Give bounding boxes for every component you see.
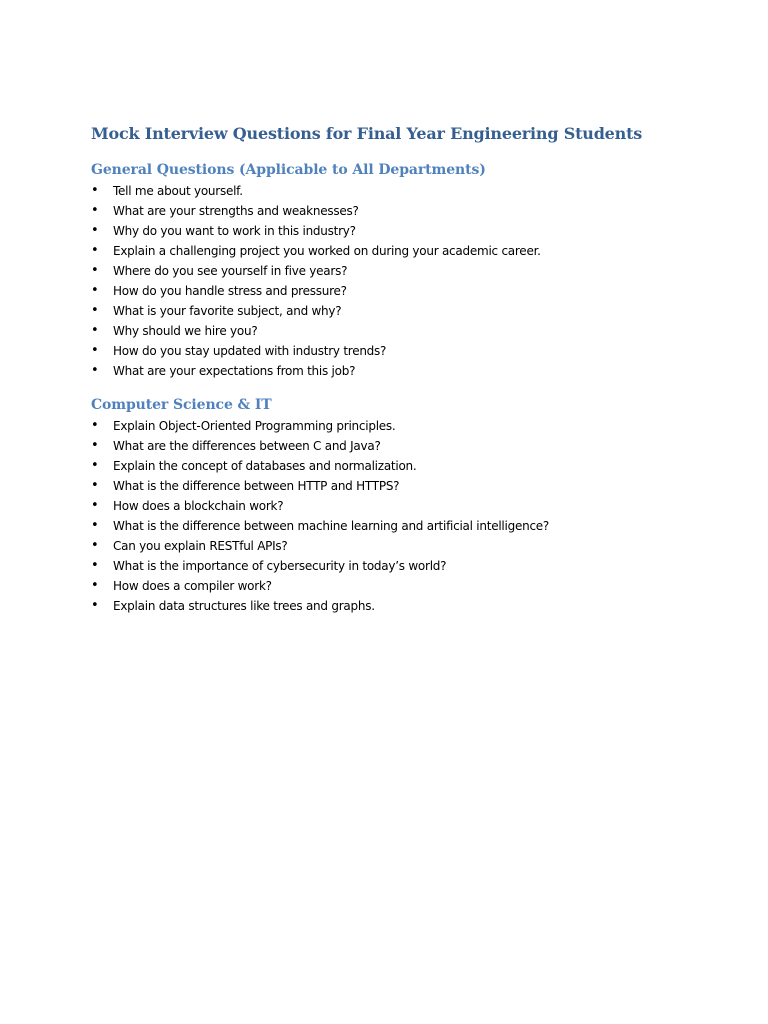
- question-list-computer-science-it: [91, 416, 711, 616]
- bullet-icon: •: [91, 578, 99, 593]
- question-text: Can you explain RESTful APIs?: [113, 539, 288, 553]
- bullet-icon: •: [91, 538, 99, 553]
- bullet-icon: •: [91, 243, 99, 258]
- bullet-icon: •: [91, 303, 99, 318]
- bullet-icon: •: [91, 363, 99, 378]
- question-text: Where do you see yourself in five years?: [113, 264, 348, 278]
- question-text: Explain a challenging project you worked on during your academic career.: [113, 244, 541, 258]
- list-item: [91, 476, 711, 496]
- list-item: [91, 576, 711, 596]
- bullet-icon: •: [91, 283, 99, 298]
- list-item: [91, 321, 711, 341]
- list-item: [91, 361, 711, 381]
- question-text: How does a blockchain work?: [113, 499, 284, 513]
- list-item: [91, 516, 711, 536]
- bullet-icon: •: [91, 323, 99, 338]
- list-item: [91, 556, 711, 576]
- list-item: [91, 201, 711, 221]
- question-text: Why should we hire you?: [113, 324, 258, 338]
- list-item: [91, 181, 711, 201]
- bullet-icon: •: [91, 203, 99, 218]
- list-item: [91, 416, 711, 436]
- page-title: Mock Interview Questions for Final Year Engineering Students: [91, 124, 643, 143]
- list-item: [91, 536, 711, 556]
- question-text: What are your strengths and weaknesses?: [113, 204, 359, 218]
- list-item: [91, 281, 711, 301]
- question-text: Explain Object-Oriented Programming principles.: [113, 419, 396, 433]
- bullet-icon: •: [91, 498, 99, 513]
- question-text: How do you handle stress and pressure?: [113, 284, 347, 298]
- question-text: What is the difference between machine learning and artificial intelligence?: [113, 519, 550, 533]
- list-item: [91, 341, 711, 361]
- bullet-icon: •: [91, 183, 99, 198]
- list-item: [91, 301, 711, 321]
- question-text: Explain data structures like trees and graphs.: [113, 599, 375, 613]
- bullet-icon: •: [91, 598, 99, 613]
- bullet-icon: •: [91, 418, 99, 433]
- document-content: [91, 122, 711, 616]
- question-text: Why do you want to work in this industry?: [113, 224, 356, 238]
- question-text: What is your favorite subject, and why?: [113, 304, 342, 318]
- bullet-icon: •: [91, 518, 99, 533]
- bullet-icon: •: [91, 478, 99, 493]
- bullet-icon: •: [91, 558, 99, 573]
- question-text: What are your expectations from this job?: [113, 364, 356, 378]
- list-item: [91, 496, 711, 516]
- bullet-icon: •: [91, 458, 99, 473]
- bullet-icon: •: [91, 438, 99, 453]
- list-item: [91, 221, 711, 241]
- list-item: [91, 261, 711, 281]
- question-text: Tell me about yourself.: [113, 184, 243, 198]
- question-list-general: [91, 181, 711, 381]
- question-text: What is the difference between HTTP and HTTPS?: [113, 479, 400, 493]
- section-heading-computer-science-it: Computer Science & IT: [91, 397, 272, 413]
- bullet-icon: •: [91, 343, 99, 358]
- list-item: [91, 241, 711, 261]
- question-text: What are the differences between C and Java?: [113, 439, 381, 453]
- list-item: [91, 436, 711, 456]
- question-text: How do you stay updated with industry trends?: [113, 344, 387, 358]
- question-text: Explain the concept of databases and normalization.: [113, 459, 417, 473]
- section-heading-general: General Questions (Applicable to All Departments): [91, 162, 486, 178]
- question-text: What is the importance of cybersecurity in today’s world?: [113, 559, 447, 573]
- list-item: [91, 456, 711, 476]
- bullet-icon: •: [91, 263, 99, 278]
- question-text: How does a compiler work?: [113, 579, 272, 593]
- bullet-icon: •: [91, 223, 99, 238]
- list-item: [91, 596, 711, 616]
